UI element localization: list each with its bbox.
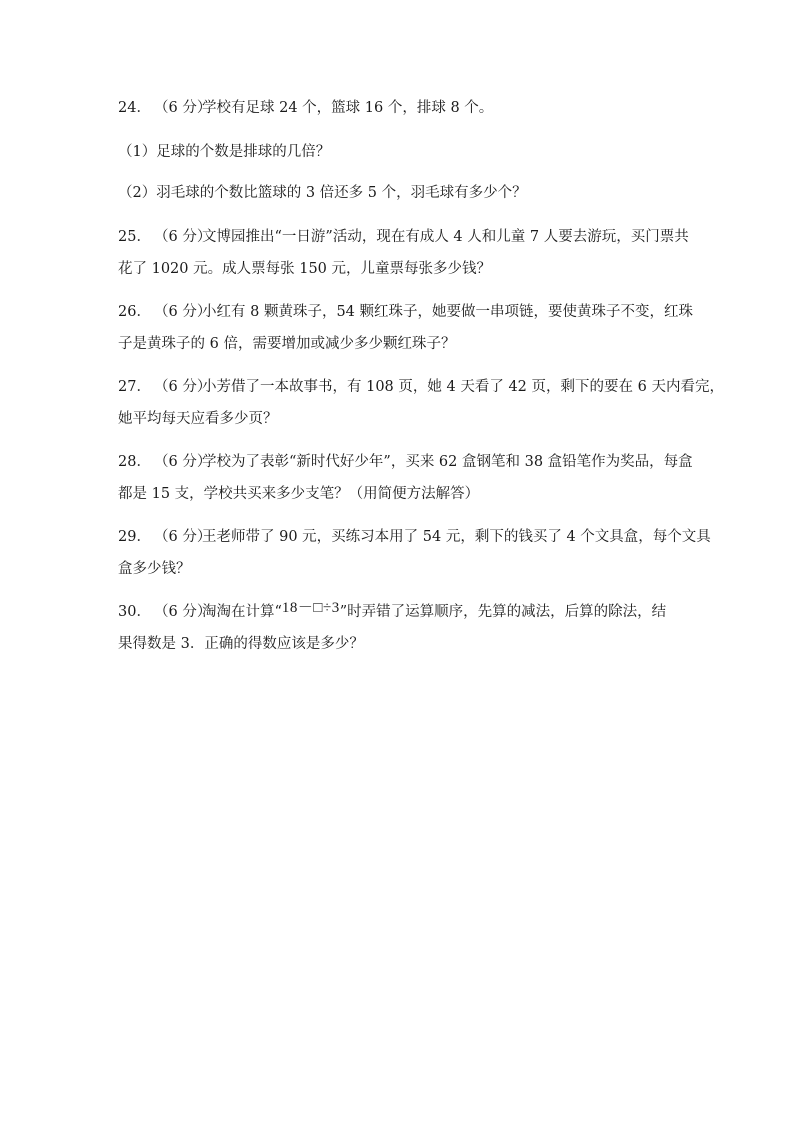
question-number: 25． (118, 229, 151, 245)
question-score: （6 分） (154, 379, 212, 395)
question-number: 24． (118, 100, 151, 116)
question-score: （6 分） (154, 304, 212, 320)
question-number: 28． (118, 454, 151, 470)
question-text: 文博园推出“一日游”活动，现在有成人 4 人和儿童 7 人要去游玩，买门票共 (202, 229, 689, 245)
question-score: （6 分） (154, 229, 212, 245)
question-text: 学校有足球 24 个，篮球 16 个，排球 8 个。 (202, 100, 494, 116)
math-expression: 18－□÷3 (281, 600, 340, 616)
question-score: （6 分） (154, 604, 212, 620)
question-number: 26． (118, 304, 151, 320)
question-text: 子是黄珠子的 6 倍，需要增加或减少多少颗红珠子？ (118, 336, 456, 352)
question-text-after-expression: ”时弄错了运算顺序，先算的减法，后算的除法，结 (339, 604, 667, 620)
question-score: （6 分） (154, 529, 212, 545)
question-score: （6 分） (154, 100, 212, 116)
question-text: 学校为了表彰“新时代好少年”，买来 62 盒钢笔和 38 盒铅笔作为奖品，每盒 (202, 454, 693, 470)
question-text: 小红有 8 颗黄珠子，54 颗红珠子，她要做一串项链，要使黄珠子不变，红珠 (202, 304, 694, 320)
question-text-before-expression: 淘淘在计算“ (202, 604, 282, 620)
question-text: 盒多少钱？ (118, 561, 191, 577)
question-score: （6 分） (154, 454, 212, 470)
question-text: 花了 1020 元。成人票每张 150 元，儿童票每张多少钱？ (118, 261, 492, 277)
sub-question-text: （1）足球的个数是排球的几倍？ (118, 144, 331, 160)
question-number: 29． (118, 529, 151, 545)
question-text (202, 602, 666, 622)
question-number: 30． (118, 604, 151, 620)
question-text: 王老师带了 90 元，买练习本用了 54 元，剩下的钱买了 4 个文具盒，每个文具 (202, 529, 711, 545)
question-text: 果得数是 3．正确的得数应该是多少？ (118, 636, 364, 652)
question-text: 都是 15 支，学校共买来多少支笔？（用简便方法解答） (118, 486, 480, 502)
sub-question-text: （2）羽毛球的个数比篮球的 3 倍还多 5 个，羽毛球有多少个？ (118, 185, 527, 201)
question-number: 27． (118, 379, 151, 395)
question-text: 小芳借了一本故事书，有 108 页，她 4 天看了 42 页，剩下的要在 6 天内看完， (202, 379, 724, 395)
question-text: 她平均每天应看多少页？ (118, 411, 278, 427)
